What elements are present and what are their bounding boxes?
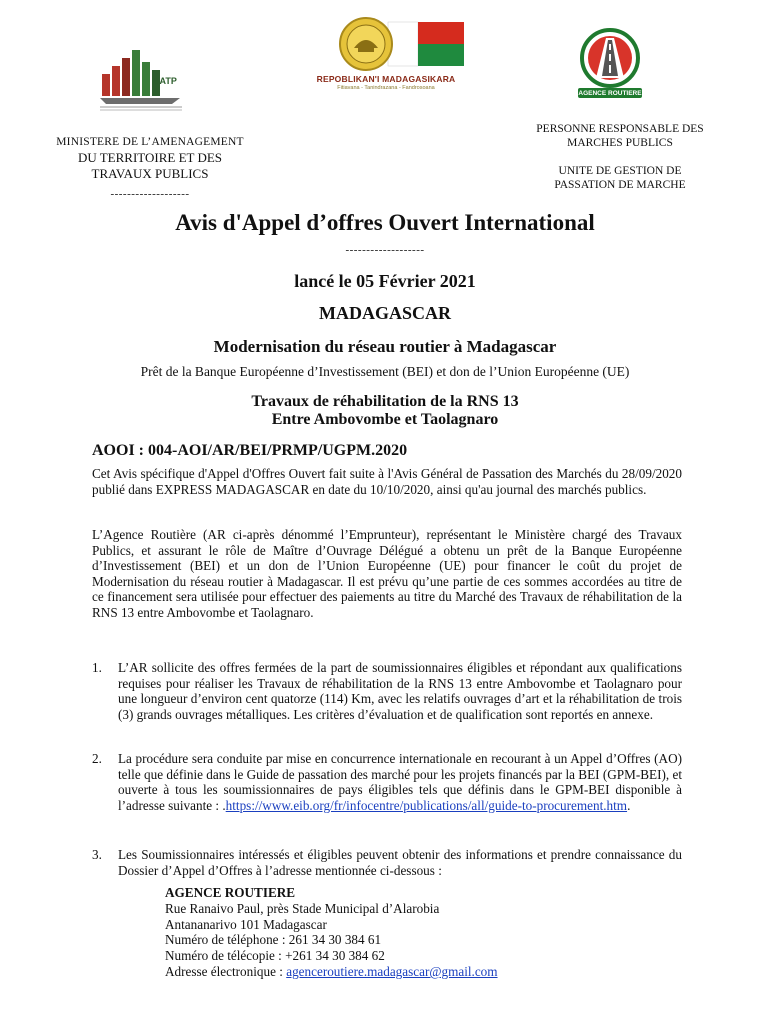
- ministere-block: [30, 134, 270, 202]
- republic-logo: [296, 14, 476, 92]
- list-item-number: 1.: [92, 660, 102, 675]
- email-link[interactable]: agenceroutiere.madagascar@gmail.com: [286, 963, 498, 979]
- ministere-line1: MINISTERE DE L’AMENAGEMENT: [56, 136, 244, 148]
- launch-date: lancé le 05 Février 2021: [294, 271, 476, 291]
- funding-source: Prêt de la Banque Européenne d’Investissement (BEI) et don de l’Union Européenne (UE): [140, 364, 630, 379]
- paragraph-financing: L’Agence Routière (AR ci-après dénommé l’Emprunteur), représentant le Ministère chargé des Travaux Publics, et assurant le rôle de Maître d’Ouvrage Délégué a obtenu un prêt de la Banque Européenne d’Investissement (BEI) et un don de l’Union Européenne (UE) pour financer le coût du projet de Modernisation du réseau routier à Madagascar. Il est prévu qu’une partie de ces sommes accordées au titre de ce financement sera utilisée pour effectuer des paiements au titre du Marché des Travaux de réhabilitation de la RNS 13 entre Ambovombe et Taolagnaro.: [92, 527, 682, 620]
- fax-number: Numéro de télécopie : +261 34 30 384 62: [165, 948, 385, 964]
- list-item-text: L’AR sollicite des offres fermées de la part de soumissionnaires éligibles et répondant aux qualifications requises pour réaliser les Travaux de réhabilitation de la RNS 13 entre Ambovombe et Taolagnaro pour une longueur d’environ cent quatorze (114) Km, avec les relatifs ouvrages d’art et la réhabilitation de trois (3) grands ouvrages métalliques. Les critères d’évaluation et de qualification sont reportés en annexe.: [118, 660, 682, 722]
- republic-motto: Fitiavana - Tanindrazana - Fandrosoana: [337, 85, 435, 91]
- list-item-text: Les Soumissionnaires intéressés et éligibles peuvent obtenir des informations et prendre connaissance du Dossier d’Appel d’Offres à l’adresse mentionnée ci-dessous :: [118, 847, 682, 878]
- ministere-line2: DU TERRITOIRE ET DES: [77, 150, 223, 165]
- title-separator: -------------------: [345, 244, 425, 256]
- paragraph-general-notice: Cet Avis spécifique d'Appel d'Offres Ouvert fait suite à l'Avis Général de Passation des Marchés du 28/09/2020 publié dans EXPRESS MADAGASCAR en date du 10/10/2020, ainsi qu'au journal des marchés publics.: [92, 466, 682, 497]
- agence-routiere-logo: [560, 28, 660, 102]
- republic-seal-icon: [296, 14, 476, 74]
- address-street: Rue Ranaivo Paul, près Stade Municipal d’Alarobia: [165, 900, 440, 916]
- ministere-line3: TRAVAUX PUBLICS: [91, 166, 209, 181]
- works-line2: Entre Ambovombe et Taolagnaro: [271, 411, 499, 428]
- agence-routiere-label: AGENCE ROUTIERE: [578, 90, 642, 97]
- notice-title: Avis d'Appel d’offres Ouvert International: [175, 210, 595, 235]
- tender-reference: AOOI : 004-AOI/AR/BEI/PRMP/UGPM.2020: [92, 442, 408, 459]
- works-line1: Travaux de réhabilitation de la RNS 13: [251, 393, 519, 410]
- address-city: Antananarivo 101 Madagascar: [165, 916, 327, 932]
- email-line: Adresse électronique : agenceroutiere.madagascar@gmail.com: [165, 963, 498, 979]
- prmp-line3: UNITE DE GESTION DE: [558, 165, 682, 177]
- prmp-line4: PASSATION DE MARCHE: [554, 179, 686, 191]
- gpm-bei-link[interactable]: https://www.eib.org/fr/infocentre/publications/all/guide-to-procurement.htm: [225, 797, 628, 813]
- contact-address: [165, 885, 498, 980]
- list-item-number: 2.: [92, 751, 102, 766]
- ministere-dashes: -------------------: [110, 188, 190, 200]
- matp-logo-text: MATP: [152, 76, 177, 86]
- list-item-number: 3.: [92, 847, 102, 862]
- project-name: Modernisation du réseau routier à Madagascar: [213, 337, 557, 356]
- agency-name: AGENCE ROUTIERE: [165, 885, 296, 900]
- list-item-text: La procédure sera conduite par mise en concurrence internationale en recourant à un Appel d’Offres (AO) telle que définie dans le Guide de passation des marché pour les projets financés par la BEI (GPM-BEI), et ouverte à tous les soumissionnaires de pays éligibles tels que définis dans le GPM-BEI disponible à l’adresse suivante : .https://www.eib.org/fr/infocentre/publications/all/guide-to-procurement.htm.: [118, 751, 682, 813]
- phone-number: Numéro de téléphone : 261 34 30 384 61: [165, 932, 382, 948]
- matp-logo: [96, 40, 186, 112]
- prmp-line2: MARCHES PUBLICS: [567, 137, 673, 149]
- republic-name: REPOBLIKAN'I MADAGASIKARA: [316, 74, 456, 84]
- country: MADAGASCAR: [319, 303, 451, 323]
- prmp-block: [500, 122, 740, 192]
- prmp-line1: PERSONNE RESPONSABLE DES: [536, 123, 704, 135]
